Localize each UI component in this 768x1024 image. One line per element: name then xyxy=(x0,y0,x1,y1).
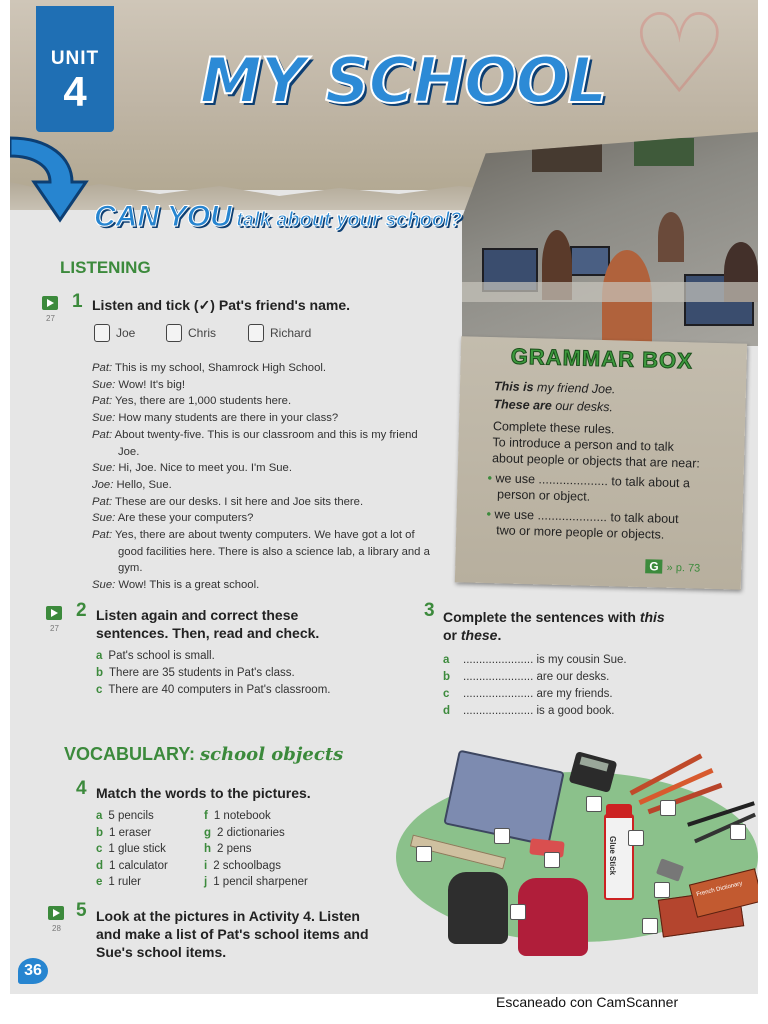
schoolbag-icon xyxy=(448,872,508,944)
line-text: Yes, there are about twenty computers. We have got a lot of good facilities here. There is also a science lab, a library and a gym. xyxy=(115,529,430,575)
grammar-badge-icon: G xyxy=(645,559,663,573)
list-item[interactable] xyxy=(443,686,627,703)
option-label: Richard xyxy=(270,326,312,340)
item-letter: d xyxy=(96,859,104,872)
instruction-text: Complete the sentences with xyxy=(443,609,640,625)
grammar-rule-1-cont: person or object. xyxy=(496,487,591,504)
classroom-photo xyxy=(462,132,758,346)
example-bold: These are xyxy=(493,397,553,413)
checkbox[interactable] xyxy=(248,324,264,342)
answer-box[interactable] xyxy=(494,828,510,844)
speaker: Pat: xyxy=(92,362,113,374)
item-letter: a xyxy=(443,654,450,666)
instruction-word: this xyxy=(639,609,665,625)
answer-box[interactable] xyxy=(416,846,432,862)
line-text: Wow! This is a great school. xyxy=(118,579,260,592)
item-text: 1 glue stick xyxy=(108,843,166,855)
exercise-5-instruction xyxy=(96,907,369,961)
instruction-word: these xyxy=(460,627,498,643)
option-label: Chris xyxy=(188,326,217,340)
instruction-line: Sue's school items. xyxy=(96,944,227,960)
unit-number: 4 xyxy=(63,68,87,115)
item-letter: j xyxy=(204,876,208,888)
item-text: 1 ruler xyxy=(108,876,142,888)
item-letter: d xyxy=(443,705,451,717)
exercise-3-number: 3 xyxy=(424,600,435,621)
item-text: ...................... is a good book. xyxy=(463,705,615,717)
list-item xyxy=(204,858,308,875)
speaker: Joe: xyxy=(92,478,114,491)
track-number: 28 xyxy=(52,924,61,933)
instruction-line: Look at the pictures in Activity 4. Listen xyxy=(96,908,360,924)
schoolbag-icon xyxy=(518,878,588,956)
arrow-icon xyxy=(10,130,90,226)
item-text: ...................... is my cousin Sue. xyxy=(463,654,627,666)
dialog-line xyxy=(92,460,432,477)
item-text: ...................... are my friends. xyxy=(463,688,613,700)
audio-play-icon[interactable] xyxy=(46,606,62,620)
can-you-text: CAN YOU xyxy=(94,200,232,233)
item-letter: f xyxy=(204,810,208,822)
speaker: Sue: xyxy=(92,512,116,525)
item-letter: b xyxy=(96,826,104,839)
rule-text: we use .................... to talk about a xyxy=(495,471,691,491)
grammar-instruction: Complete these rules. xyxy=(492,419,615,437)
dialog-line xyxy=(92,477,432,494)
answer-box[interactable] xyxy=(510,904,526,920)
textbook-page xyxy=(10,0,758,994)
scanner-watermark: Escaneado con CamScanner xyxy=(496,994,679,1010)
option-joe[interactable] xyxy=(94,324,135,342)
option-richard[interactable] xyxy=(248,324,311,342)
dialog-line xyxy=(92,494,432,511)
checkbox[interactable] xyxy=(166,324,182,342)
heart-doodle-icon: ♡ xyxy=(630,0,729,116)
list-item xyxy=(204,808,308,825)
speaker: Pat: xyxy=(92,529,113,542)
bullet-icon: • xyxy=(487,471,493,486)
track-number: 27 xyxy=(46,314,55,323)
checkbox[interactable] xyxy=(94,324,110,342)
item-text: 2 pens xyxy=(217,843,252,855)
item-text: There are 35 students in Pat's class. xyxy=(109,667,295,679)
instruction-text: or xyxy=(443,627,461,643)
exercise-1-number: 1 xyxy=(72,291,83,312)
grammar-intro-line-1: To introduce a person and to talk xyxy=(492,435,675,454)
bullet-icon: • xyxy=(486,507,492,522)
page-ref: » p. 73 xyxy=(666,561,701,575)
line-text: These are our desks. I sit here and Joe sits there. xyxy=(115,495,364,508)
dialog-line xyxy=(92,360,432,377)
line-text: Hello, Sue. xyxy=(116,478,172,491)
example-bold: This is xyxy=(493,379,534,395)
dialog-line xyxy=(92,377,432,394)
item-text: 1 calculator xyxy=(109,859,168,872)
speaker: Pat: xyxy=(92,395,113,408)
dialog-line xyxy=(92,393,432,410)
line-text: How many students are there in your class? xyxy=(118,412,339,425)
list-item xyxy=(204,874,308,891)
answer-box[interactable] xyxy=(660,800,676,816)
grammar-box-title: GRAMMAR BOX xyxy=(510,343,694,374)
vocabulary-heading xyxy=(64,744,343,765)
line-text: Yes, there are 1,000 students here. xyxy=(115,395,292,408)
list-item xyxy=(96,841,168,858)
answer-box[interactable] xyxy=(642,918,658,934)
item-text: 2 schoolbags xyxy=(213,859,281,872)
subtitle-question: talk about your school? xyxy=(236,209,462,231)
listening-heading: LISTENING xyxy=(60,258,151,277)
grammar-reference-link[interactable] xyxy=(645,559,700,574)
exercise-4-column-1 xyxy=(96,808,168,891)
audio-play-icon[interactable] xyxy=(48,906,64,920)
list-item xyxy=(96,825,168,842)
item-letter: i xyxy=(204,859,208,872)
answer-box[interactable] xyxy=(730,824,746,840)
line-text: Hi, Joe. Nice to meet you. I'm Sue. xyxy=(118,462,292,475)
exercise-3-instruction xyxy=(443,608,665,644)
dialog-line xyxy=(92,527,432,577)
list-item[interactable] xyxy=(443,669,627,686)
speaker: Sue: xyxy=(92,378,116,391)
answer-box[interactable] xyxy=(544,852,560,868)
item-letter: a xyxy=(96,650,103,662)
item-text: Pat's school is small. xyxy=(108,650,215,662)
answer-box[interactable] xyxy=(628,830,644,846)
item-letter: c xyxy=(96,684,103,696)
glue-stick-icon xyxy=(604,814,634,900)
item-text: There are 40 computers in Pat's classroom. xyxy=(108,684,331,696)
glue-stick-label: Glue Stick xyxy=(608,836,617,876)
speaker: Sue: xyxy=(92,462,116,475)
item-text: 2 dictionaries xyxy=(217,826,285,839)
page-title: MY SCHOOL xyxy=(200,44,607,117)
answer-box[interactable] xyxy=(586,796,602,812)
instruction-line: Listen again and correct these xyxy=(96,607,299,623)
item-letter: b xyxy=(96,667,104,679)
line-text: About twenty-five. This is our classroom and this is my friend Joe. xyxy=(114,428,418,458)
option-label: Joe xyxy=(116,326,136,340)
list-item xyxy=(96,682,330,699)
item-letter: c xyxy=(443,688,450,700)
list-item xyxy=(96,858,168,875)
line-text: Wow! It's big! xyxy=(118,378,186,391)
instruction-line xyxy=(443,608,665,626)
answer-box[interactable] xyxy=(654,882,670,898)
list-item[interactable] xyxy=(443,703,627,720)
page-number: 36 xyxy=(18,958,48,984)
grammar-rule-2-cont: two or more people or objects. xyxy=(496,523,665,542)
grammar-example-1 xyxy=(494,379,616,396)
exercise-4-number: 4 xyxy=(76,778,87,799)
calculator-screen xyxy=(580,757,609,772)
grammar-intro-line-2: about people or objects that are near: xyxy=(491,451,700,471)
item-text: 1 pencil sharpener xyxy=(213,876,308,888)
speaker: Sue: xyxy=(92,579,116,592)
exercise-4-column-2 xyxy=(204,808,308,891)
instruction-line: sentences. Then, read and check. xyxy=(96,625,320,641)
line-text: This is my school, Shamrock High School. xyxy=(115,362,326,374)
exercise-1-instruction: Listen and tick (✓) Pat's friend's name. xyxy=(92,297,351,313)
item-text: 1 notebook xyxy=(213,810,271,822)
exercise-2-instruction xyxy=(96,606,319,642)
option-chris[interactable] xyxy=(166,324,216,342)
dialog-transcript xyxy=(92,360,432,594)
exercise-3-list xyxy=(443,652,627,720)
item-letter: g xyxy=(204,826,212,839)
exercise-2-list xyxy=(96,648,330,699)
list-item xyxy=(96,665,330,682)
list-item xyxy=(96,808,168,825)
grammar-example-2 xyxy=(493,397,613,414)
dialog-line xyxy=(92,577,432,594)
school-objects-illustration xyxy=(396,752,758,976)
item-letter: a xyxy=(96,810,103,822)
unit-label: UNIT xyxy=(50,48,100,69)
dialog-line xyxy=(92,510,432,527)
example-text: our desks. xyxy=(551,398,614,415)
audio-play-icon[interactable] xyxy=(42,296,58,310)
item-letter: h xyxy=(204,843,212,855)
rule-text: we use .................... to talk about xyxy=(494,507,679,527)
exercise-5-number: 5 xyxy=(76,900,87,921)
item-text: ...................... are our desks. xyxy=(463,671,610,683)
example-text: my friend Joe. xyxy=(533,380,616,397)
list-item xyxy=(204,825,308,842)
instruction-text: . xyxy=(497,627,502,643)
dictionary-label: French Dictionary xyxy=(695,880,743,899)
vocabulary-label: VOCABULARY: xyxy=(64,744,200,764)
glue-cap xyxy=(606,804,632,818)
instruction-line: and make a list of Pat's school items and xyxy=(96,926,369,942)
list-item xyxy=(96,648,330,665)
speaker: Sue: xyxy=(92,412,116,425)
item-text: 1 eraser xyxy=(109,826,152,839)
item-letter: c xyxy=(96,843,103,855)
track-number: 27 xyxy=(50,624,59,633)
dialog-line xyxy=(92,410,432,427)
dialog-line xyxy=(92,427,432,460)
item-text: 5 pencils xyxy=(108,810,154,822)
item-letter: e xyxy=(96,876,103,888)
exercise-2-number: 2 xyxy=(76,600,87,621)
exercise-4-instruction: Match the words to the pictures. xyxy=(96,785,311,801)
instruction-line xyxy=(443,626,665,644)
line-text: Are these your computers? xyxy=(117,512,254,525)
speaker: Pat: xyxy=(92,428,113,441)
lesson-subtitle xyxy=(94,200,462,234)
list-item[interactable] xyxy=(443,652,627,669)
vocabulary-topic: school objects xyxy=(200,744,344,765)
speaker: Pat: xyxy=(92,495,113,508)
item-letter: b xyxy=(443,671,451,683)
list-item xyxy=(204,841,308,858)
list-item xyxy=(96,874,168,891)
unit-badge xyxy=(36,6,114,132)
grammar-box xyxy=(455,336,747,589)
